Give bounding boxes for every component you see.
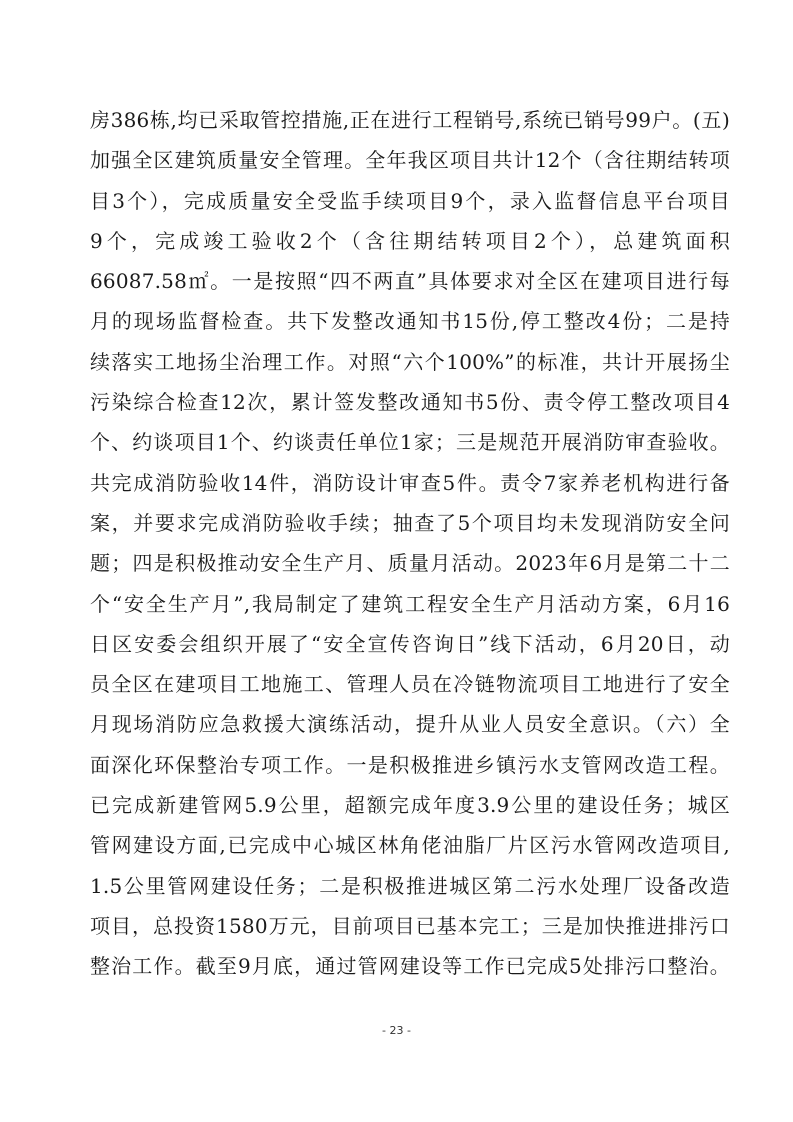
text-line: 题；四是积极推动安全生产月、质量月活动。2023年6月是第二十二 — [90, 551, 730, 576]
text-line: 日区安委会组织开展了“安全宣传咨询日”线下活动，6月20日，动 — [90, 631, 730, 656]
text-line: 管网建设方面,已完成中心城区林角佬油脂厂片区污水管网改造项目, — [90, 833, 730, 858]
text-line: 房386栋,均已采取管控措施,正在进行工程销号,系统已销号99户。(五) — [90, 108, 730, 132]
text-line: 已完成新建管网5.9公里，超额完成年度3.9公里的建设任务；城区 — [90, 793, 730, 818]
text-line: 整治工作。截至9月底，通过管网建设等工作已完成5处排污口整治。 — [90, 954, 730, 979]
page-number: - 23 - — [382, 1024, 411, 1037]
text-line: 个、约谈项目1个、约谈责任单位1家；三是规范开展消防审查验收。 — [90, 430, 730, 455]
text-line: 9个，完成竣工验收2个（含往期结转项目2个），总建筑面积 — [90, 228, 730, 253]
text-line: 续落实工地扬尘治理工作。对照“六个100%”的标准，共计开展扬尘 — [90, 349, 730, 374]
text-line: 员全区在建项目工地施工、管理人员在冷链物流项目工地进行了安全 — [90, 672, 730, 697]
text-line: 共完成消防验收14件，消防设计审查5件。责令7家养老机构进行备 — [90, 470, 730, 495]
text-line: 加强全区建筑质量安全管理。全年我区项目共计12个（含往期结转项 — [90, 148, 730, 173]
text-line: 项目，总投资1580万元，目前项目已基本完工；三是加快推进排污口 — [90, 913, 730, 938]
text-line: 目3个），完成质量安全受监手续项目9个，录入监督信息平台项目 — [90, 188, 730, 213]
text-line: 污染综合检查12次，累计签发整改通知书5份、责令停工整改项目4 — [90, 390, 730, 415]
body-text — [90, 100, 730, 987]
text-line: 月现场消防应急救援大演练活动，提升从业人员安全意识。（六）全 — [90, 712, 730, 737]
text-line: 月的现场监督检查。共下发整改通知书15份,停工整改4份；二是持 — [90, 309, 730, 334]
text-line: 面深化环保整治专项工作。一是积极推进乡镇污水支管网改造工程。 — [90, 752, 730, 777]
text-line: 66087.58㎡。一是按照“四不两直”具体要求对全区在建项目进行每 — [90, 269, 730, 294]
text-line: 1.5公里管网建设任务；二是积极推进城区第二污水处理厂设备改造 — [90, 873, 730, 898]
text-line: 案，并要求完成消防验收手续；抽查了5个项目均未发现消防安全问 — [90, 510, 730, 535]
text-line: 个“安全生产月”,我局制定了建筑工程安全生产月活动方案，6月16 — [90, 591, 730, 616]
